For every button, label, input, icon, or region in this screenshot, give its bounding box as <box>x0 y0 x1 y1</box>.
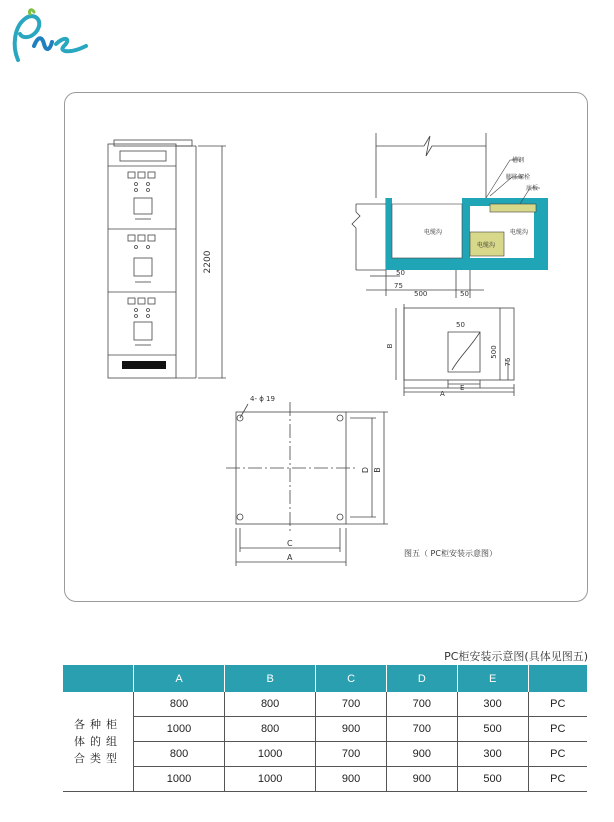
hole-spec-label: 4- ϕ 19 <box>250 395 275 403</box>
table-cell: 1000 <box>225 742 316 767</box>
table-cell: 800 <box>134 742 225 767</box>
table-cell: PC <box>528 742 587 767</box>
expansion-bolt-label: 膨胀螺栓 <box>506 174 531 181</box>
side-dim-e: E <box>460 384 465 392</box>
header-cell <box>528 665 587 692</box>
table-header-row <box>63 665 587 692</box>
dim-500-a: 500 <box>414 290 428 298</box>
leader-lines <box>486 160 540 204</box>
header-cell: D <box>386 665 457 692</box>
table-cell: 1000 <box>134 767 225 792</box>
header-cell <box>63 665 134 692</box>
header-cell: A <box>134 665 225 692</box>
table-cell: 700 <box>386 717 457 742</box>
table-cell: 800 <box>225 692 316 717</box>
side-dim-a: A <box>440 390 445 398</box>
plan-dim-b: B <box>373 467 382 473</box>
table-cell: 900 <box>316 767 387 792</box>
table-cell: 300 <box>457 742 528 767</box>
height-dim-label: 2200 <box>203 250 213 274</box>
channel-steel-label: 槽钢 <box>512 157 525 164</box>
table-row <box>63 717 587 742</box>
table-cell: 500 <box>457 767 528 792</box>
group-label-line: 合类型 <box>74 752 122 765</box>
cabinet-base-slot <box>122 361 166 369</box>
table-cell: 900 <box>386 742 457 767</box>
table-cell: 700 <box>386 692 457 717</box>
table-cell: 300 <box>457 692 528 717</box>
dim-50-c: 50 <box>456 321 465 329</box>
table-cell: 1000 <box>134 717 225 742</box>
table-cell: 900 <box>316 717 387 742</box>
table-cell: PC <box>528 767 587 792</box>
cable-trench-label-3: 电缆沟 <box>510 229 529 236</box>
dim-50-a: 50 <box>396 269 405 277</box>
table-row <box>63 692 587 717</box>
table-cell: 700 <box>316 692 387 717</box>
spec-table <box>63 665 587 792</box>
group-label-line: 各种柜 <box>74 718 122 731</box>
side-dim-b: B <box>386 343 394 349</box>
plan-view <box>226 402 388 566</box>
plan-dim-c: C <box>287 539 293 548</box>
dim-50-b: 50 <box>460 290 469 298</box>
table-row <box>63 767 587 792</box>
group-label <box>63 692 134 792</box>
cable-trench-label-1: 电缆沟 <box>424 229 443 236</box>
table-cell: 500 <box>457 717 528 742</box>
table-cell: 800 <box>134 692 225 717</box>
dim-500-b: 500 <box>490 345 498 359</box>
table-cell: 1000 <box>225 767 316 792</box>
figure-caption: 图五（ PC柜安装示意图） <box>404 549 497 558</box>
table-cell: PC <box>528 717 587 742</box>
header-cell: B <box>225 665 316 692</box>
header-cell: C <box>316 665 387 692</box>
base-plate-label: 底板 <box>526 185 539 192</box>
dim-75-a: 75 <box>394 282 403 290</box>
table-cell: 700 <box>316 742 387 767</box>
table-cell: PC <box>528 692 587 717</box>
table-title: PC柜安装示意图(具体见图五) <box>444 650 588 663</box>
plan-dim-d: D <box>361 466 370 474</box>
group-label-line: 体的组 <box>74 735 122 748</box>
table-row <box>63 742 587 767</box>
dim-75-b: 75 <box>504 357 512 367</box>
header-cell: E <box>457 665 528 692</box>
table-cell: 800 <box>225 717 316 742</box>
cable-trench-label-2: 电缆沟 <box>477 242 496 249</box>
table-cell: 900 <box>386 767 457 792</box>
plan-dim-a: A <box>287 553 293 562</box>
